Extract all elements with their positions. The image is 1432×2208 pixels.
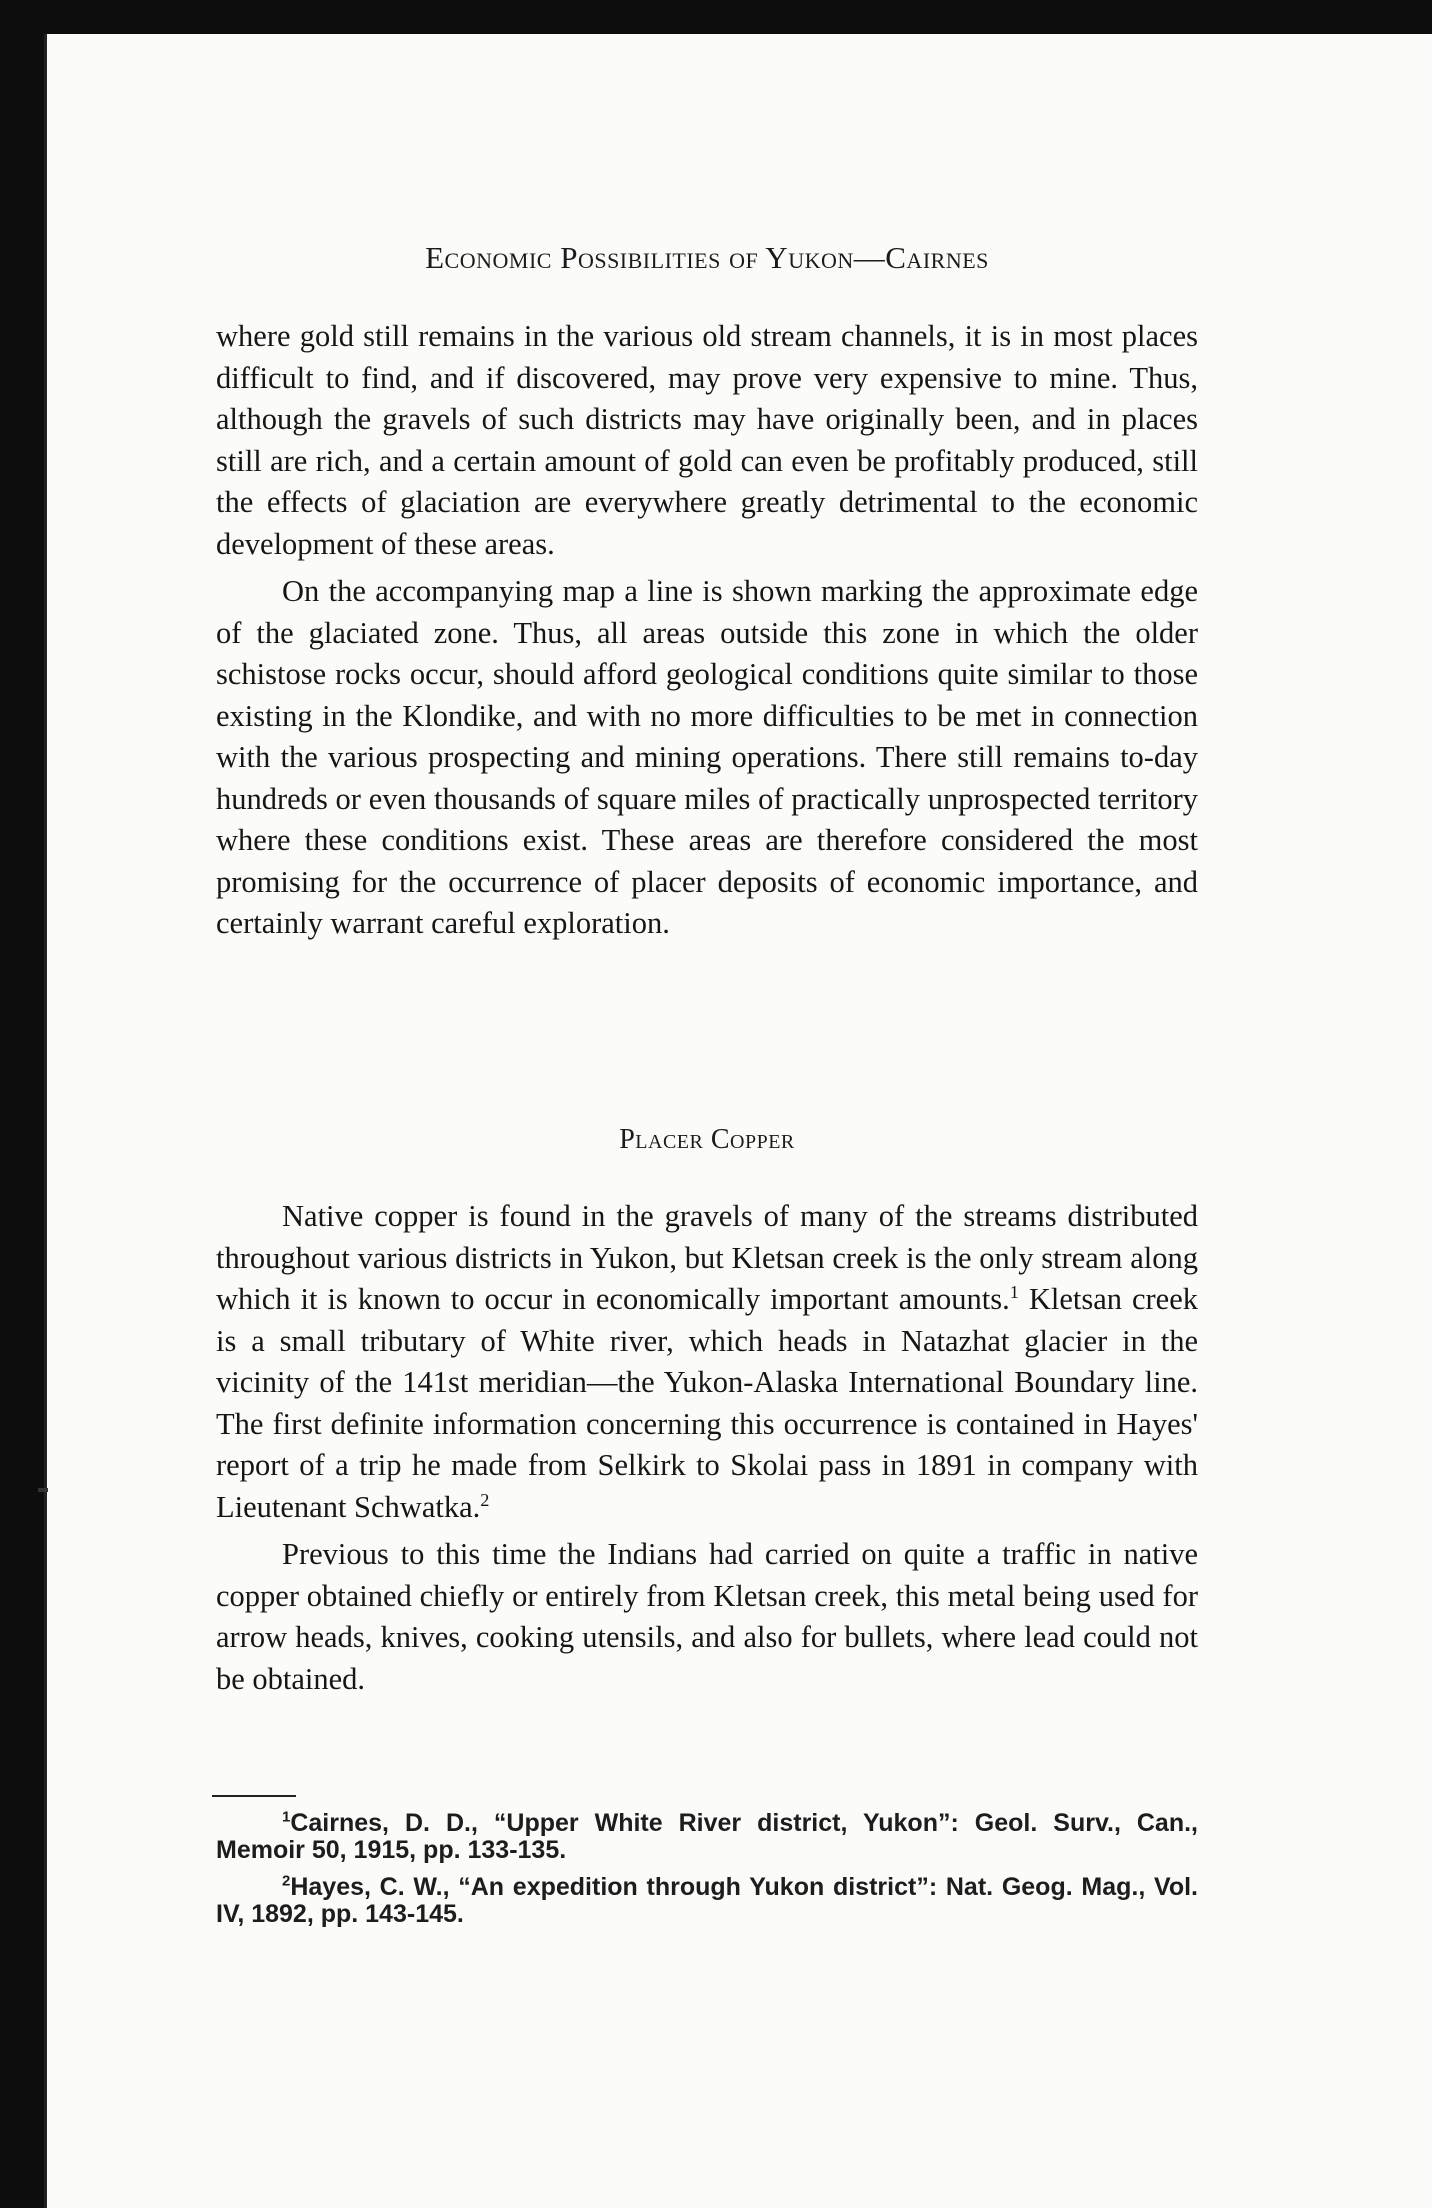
running-head: Economic Possibilities of Yukon—Cairnes (425, 240, 989, 275)
footnote (216, 1810, 1198, 1864)
paragraph-text: Native copper is found in the gravels of many of the streams distributed throughout various districts in Yukon, but Kletsan creek is the only stream along which it is known to occur in economically important amounts. (216, 1199, 1198, 1316)
page-binding-edge (44, 34, 47, 2208)
footnote-mark: 2 (282, 1872, 291, 1890)
edge-mark (38, 1488, 48, 1492)
footnote-rule (212, 1795, 296, 1797)
footnote-mark: 1 (282, 1808, 291, 1826)
footnote-ref: 2 (480, 1489, 490, 1510)
paragraph-continued: where gold still remains in the various old stream channels, it is in most places difficult to find, and if discovered, may prove very expensive to mine. Thus, although the gravels of such districts may have originally been, and in places still are rich, and a certain amount of gold can even be profitably produced, still the effects of glaciation are everywhere greatly detrimental to the economic development of these areas. (216, 319, 1198, 561)
footnote (216, 1874, 1198, 1928)
paragraph-indian-traffic: Previous to this time the Indians had carried on quite a traffic in native copper obtained chiefly or entirely from Kletsan creek, this metal being used for arrow heads, knives, cooking utensils, and also for bullets, where lead could not be obtained. (216, 1537, 1198, 1696)
paragraph-map-line: On the accompanying map a line is shown marking the approximate edge of the glaciated zone. Thus, all areas outside this zone in which the older schistose rocks occur, should afford geological conditions quite similar to those existing in the Klondike, and with no more difficulties to be met in connection with the various prospecting and mining operations. There still remains to-day hundreds or even thousands of square miles of practically unprospected territory where these conditions exist. These areas are therefore considered the most promising for the occurrence of placer deposits of economic importance, and certainly warrant careful exploration. (216, 574, 1198, 940)
body-text-section (216, 1196, 1198, 1700)
footnote-text: Hayes, C. W., “An expedition through Yukon district”: Nat. Geog. Mag., Vol. IV, 1892, pp. 143-145. (216, 1873, 1198, 1928)
footnotes (216, 1810, 1198, 1928)
footnote-text: Cairnes, D. D., “Upper White River district, Yukon”: Geol. Surv., Can., Memoir 50, 1915, pp. 133-135. (216, 1809, 1198, 1864)
section-heading: Placer Copper (619, 1124, 795, 1155)
paragraph-native-copper (216, 1196, 1198, 1528)
paragraph-text: Kletsan creek is a small tributary of White river, which heads in Natazhat glacier in the vicinity of the 141st meridian—the Yukon-Alaska International Boundary line. The first definite information concerning this occurrence is contained in Hayes' report of a trip he made from Selkirk to Skolai pass in 1891 in company with Lieutenant Schwatka. (216, 1282, 1199, 1524)
body-text-top (216, 316, 1198, 945)
footnote-ref: 1 (1009, 1281, 1019, 1302)
